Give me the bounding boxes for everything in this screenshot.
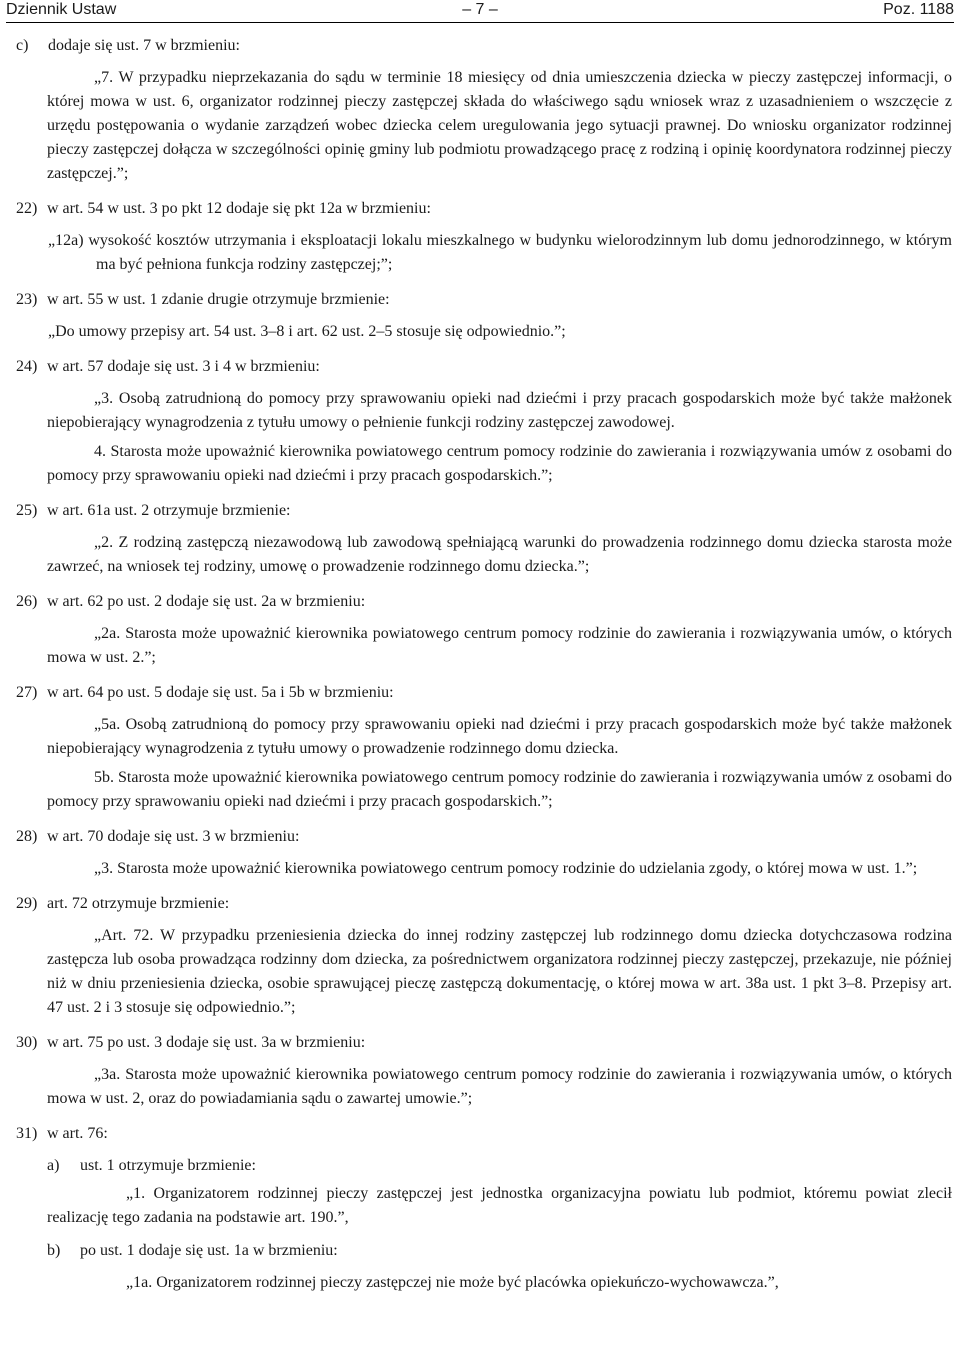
item-intro: w art. 76: [47, 1125, 108, 1142]
page-header [6, 0, 954, 23]
item-intro: art. 72 otrzymuje brzmienie: [47, 895, 230, 912]
item-22 [16, 197, 952, 221]
paragraph: „3a. Starosta może upoważnić kierownika powiatowego centrum pomocy rodzinie do zawierania i rozwiązywania umów, o których mowa w ust. 2, oraz do powiadamiania sądu o zawartej umowie.”; [47, 1066, 952, 1107]
paragraph: „1a. Organizatorem rodzinnej pieczy zastępczej nie może być placówka opiekuńczo-wychowawcza.”, [126, 1274, 779, 1291]
item-intro: po ust. 1 dodaje się ust. 1a w brzmieniu: [80, 1242, 338, 1259]
item-number: 22) [16, 200, 38, 217]
item-number: 31) [16, 1125, 38, 1142]
item-number: 28) [16, 828, 38, 845]
item-29 [16, 892, 952, 916]
item-28 [16, 825, 952, 849]
page-number: – 7 – [462, 1, 498, 18]
item-number: 24) [16, 358, 38, 375]
item-number: 25) [16, 502, 38, 519]
position-number: Poz. 1188 [883, 1, 954, 18]
document-body [16, 34, 952, 1295]
item-number: 23) [16, 291, 38, 308]
paragraph: „7. W przypadku nieprzekazania do sądu w terminie 18 miesięcy od dnia umieszczenia dziecka w pieczy zastępczej informacji, o której mowa w ust. 6, organizator rodzinnej pieczy zastępczej składa do właściwego sądu wniosek wraz z uzasadnieniem o wszczęcie z urzędu postępowania o wydanie zarządzeń wobec dziecka celem uregulowania jego sytuacji prawnej. Do wniosku organizator rodzinnej pieczy zastępczej dołącza w szczególności opinię gminy lub podmiotu prowadzącego pracę z rodziną i opinię koordynatora rodzinnej pieczy zastępczej.”; [47, 69, 952, 182]
item-number: a) [47, 1157, 60, 1174]
item-number: 29) [16, 895, 38, 912]
item-number: c) [16, 37, 29, 54]
item-intro: w art. 61a ust. 2 otrzymuje brzmienie: [47, 502, 291, 519]
item-23 [16, 288, 952, 312]
item-intro: dodaje się ust. 7 w brzmieniu: [48, 37, 240, 54]
paragraph: „Do umowy przepisy art. 54 ust. 3–8 i art. 62 ust. 2–5 stosuje się odpowiednio.”; [48, 323, 566, 340]
paragraph: „2a. Starosta może upoważnić kierownika powiatowego centrum pomocy rodzinie do zawierania i rozwiązywania umów, o których mowa w ust. 2.”; [47, 625, 952, 666]
item-intro: w art. 55 w ust. 1 zdanie drugie otrzymuje brzmienie: [47, 291, 390, 308]
item-c [16, 34, 952, 58]
item-intro: w art. 64 po ust. 5 dodaje się ust. 5a i 5b w brzmieniu: [47, 684, 394, 701]
item-c-text-block [16, 66, 952, 186]
item-24 [16, 355, 952, 379]
paragraph: „Art. 72. W przypadku przeniesienia dziecka do innej rodziny zastępczej lub rodzinnego domu dziecka dotychczasowa rodzina zastępcza lub osoba prowadząca rodzinny dom dziecka, za pośrednictwem organizatora rodzinnej pieczy zastępczej, przekazuje, nie później niż w dniu przeniesienia dziecka, osobie sprawującej pieczę zastępczą dokumentację, o której mowa w art. 38a ust. 1 pkt 3–8. Przepisy art. 47 ust. 2 i 3 stosuje się odpowiednio.”; [47, 927, 952, 1016]
item-intro: w art. 62 po ust. 2 dodaje się ust. 2a w brzmieniu: [47, 593, 366, 610]
journal-title: Dziennik Ustaw [6, 1, 117, 18]
paragraph: „3. Starosta może upoważnić kierownika powiatowego centrum pomocy rodzinie do udzielania zgody, o której mowa w ust. 1.”; [94, 860, 918, 877]
item-number: 30) [16, 1034, 38, 1051]
item-intro: ust. 1 otrzymuje brzmienie: [80, 1157, 256, 1174]
item-25 [16, 499, 952, 523]
paragraph: „1. Organizatorem rodzinnej pieczy zastępczej jest jednostka organizacyjna powiatu lub podmiot, któremu powiat zlecił realizację tego zadania na podstawie art. 190.”, [47, 1185, 952, 1226]
paragraph: 5b. Starosta może upoważnić kierownika powiatowego centrum pomocy rodzinie do zawierania i rozwiązywania umów z osobami do pomocy przy sprawowaniu opieki nad dziećmi i przy pracach gospodarskich.”; [47, 769, 952, 810]
item-intro: w art. 75 po ust. 3 dodaje się ust. 3a w brzmieniu: [47, 1034, 366, 1051]
paragraph: „2. Z rodziną zastępczą niezawodową lub zawodową spełniającą warunki do prowadzenia rodzinnego domu dziecka starosta może zawrzeć, na wniosek tej rodziny, umowę o prowadzenie rodzinnego domu dziecka.”; [47, 534, 952, 575]
item-30 [16, 1031, 952, 1055]
item-31-b [47, 1239, 952, 1263]
item-27 [16, 681, 952, 705]
item-number: 27) [16, 684, 38, 701]
item-intro: w art. 54 w ust. 3 po pkt 12 dodaje się pkt 12a w brzmieniu: [47, 200, 431, 217]
item-intro: w art. 57 dodaje się ust. 3 i 4 w brzmieniu: [47, 358, 320, 375]
paragraph: 4. Starosta może upoważnić kierownika powiatowego centrum pomocy rodzinie do zawierania i rozwiązywania umów z osobami do pomocy przy sprawowaniu opieki nad dziećmi i przy pracach gospodarskich.”; [47, 443, 952, 484]
item-26 [16, 590, 952, 614]
item-intro: w art. 70 dodaje się ust. 3 w brzmieniu: [47, 828, 300, 845]
paragraph: „5a. Osobą zatrudnioną do pomocy przy sprawowaniu opieki nad dziećmi i przy pracach gospodarskich może być także małżonek niepobierający wynagrodzenia z tytułu umowy o prowadzenie rodzinnego domu dziecka. [47, 716, 952, 757]
paragraph: „12a) wysokość kosztów utrzymania i eksploatacji lokalu mieszkalnego w budynku wielorodzinnym lub domu jednorodzinnego, w którym ma być pełniona funkcja rodziny zastępczej;”; [48, 232, 952, 273]
item-number: 26) [16, 593, 38, 610]
paragraph: „3. Osobą zatrudnioną do pomocy przy sprawowaniu opieki nad dziećmi i przy pracach gospodarskich może być także małżonek niepobierający wynagrodzenia z tytułu umowy o pełnienie funkcji rodziny zastępczej zawodowej. [47, 390, 952, 431]
item-number: b) [47, 1242, 61, 1259]
item-31-a [47, 1154, 952, 1178]
item-31 [16, 1122, 952, 1146]
